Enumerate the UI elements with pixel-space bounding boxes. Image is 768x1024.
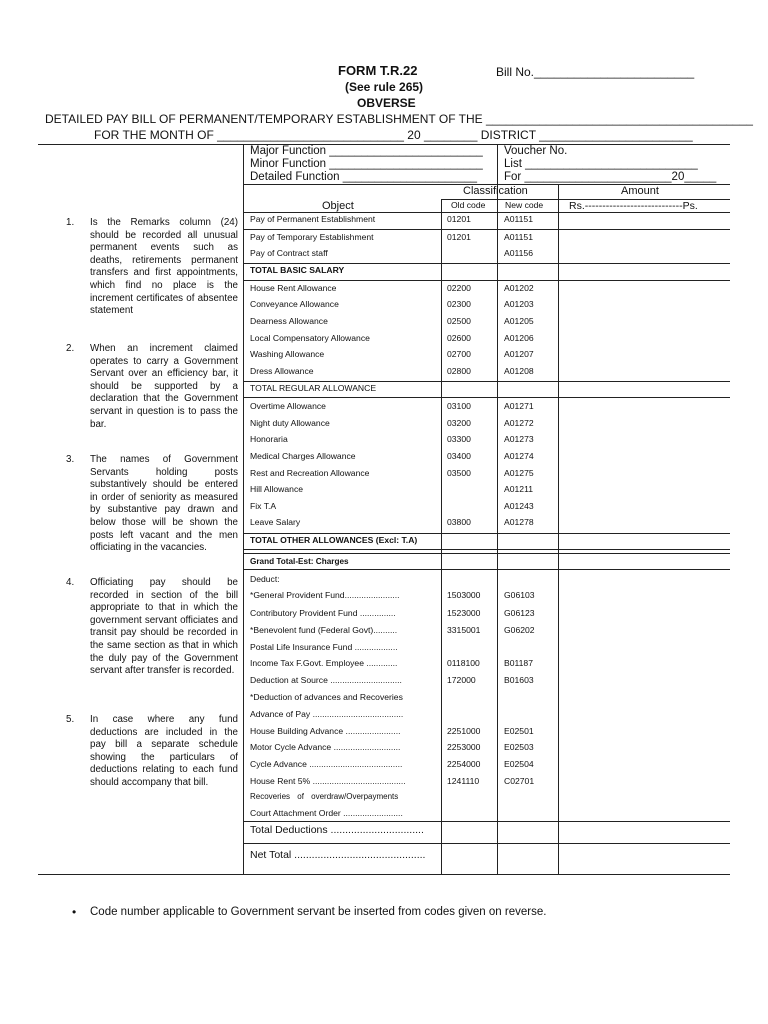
table-left-border [243, 144, 244, 874]
deduction-row: Cycle Advance ....................................... [250, 759, 403, 769]
new-code: A01211 [504, 484, 533, 494]
deduction-row: Income Tax F.Govt. Employee ............. [250, 658, 398, 668]
row-label: Pay of Temporary Establishment [250, 232, 374, 242]
new-code: A01151 [504, 214, 533, 224]
for-field[interactable]: For _______________________20_____ [504, 171, 717, 183]
new-code: A01208 [504, 366, 534, 376]
new-code: A01205 [504, 316, 534, 326]
footer-note: Code number applicable to Government servant be inserted from codes given on reverse. [90, 906, 547, 918]
old-code: 02300 [447, 299, 471, 309]
row-rule [243, 569, 730, 570]
old-code: 1503000 [447, 590, 481, 600]
deduction-row: *Deduction of advances and Recoveries [250, 692, 403, 702]
row-rule [243, 381, 730, 382]
row-label: Night duty Allowance [250, 418, 330, 428]
new-code: A01156 [504, 248, 533, 258]
old-code: 3315001 [447, 625, 481, 635]
row-label: Medical Charges Allowance [250, 451, 356, 461]
total-deductions: Total Deductions ................................ [250, 824, 424, 836]
row-rule [243, 229, 730, 230]
new-code: A01243 [504, 501, 534, 511]
row-label: Honoraria [250, 434, 288, 444]
detailed-function-field[interactable]: Detailed Function _____________________ [250, 171, 478, 183]
deduction-row: Court Attachment Order ......................... [250, 808, 403, 818]
old-code: 1523000 [447, 608, 481, 618]
new-code: A01206 [504, 333, 534, 343]
new-code: B01187 [504, 658, 533, 668]
new-code: E02501 [504, 726, 534, 736]
month-district-line[interactable]: FOR THE MONTH OF ____________________________ 20 ________ DISTRICT _______________________ [94, 128, 693, 142]
new-code: A01207 [504, 349, 534, 359]
establishment-line[interactable]: DETAILED PAY BILL OF PERMANENT/TEMPORARY ESTABLISHMENT OF THE ________________________________________ [45, 112, 753, 126]
row-label: Washing Allowance [250, 349, 325, 359]
new-code: A01202 [504, 283, 534, 293]
old-code: 03500 [447, 468, 471, 478]
object-rule [243, 212, 730, 213]
deduct-label: Deduct: [250, 574, 280, 584]
row-label: Hill Allowance [250, 484, 304, 494]
new-code-heading: New code [505, 200, 544, 210]
row-rule [243, 549, 730, 550]
row-label: Dearness Allowance [250, 316, 328, 326]
bottom-rule [38, 874, 730, 875]
deduction-row: Motor Cycle Advance ............................ [250, 742, 401, 752]
new-code: A01271 [504, 401, 534, 411]
object-heading: Object [322, 200, 354, 212]
minor-function-field[interactable]: Minor Function ________________________ [250, 158, 483, 170]
row-rule [243, 397, 730, 398]
deduction-row: House Rent 5% ....................................... [250, 776, 406, 786]
row-label: Conveyance Allowance [250, 299, 339, 309]
old-code: 01201 [447, 232, 471, 242]
note-3: 3. The names of Government Servants holding posts substantively should be entered in order of seniority as measured by substantive pay drawn and below those will be shown the posts left vacant and the men officiating in the vacancies. [66, 454, 238, 554]
new-code: G06202 [504, 625, 535, 635]
old-code: 02600 [447, 333, 471, 343]
old-code: 03400 [447, 451, 471, 461]
old-code-heading: Old code [451, 200, 486, 210]
row-rule [243, 263, 730, 264]
row-label: Dress Allowance [250, 366, 314, 376]
row-label: Pay of Permanent Establishment [250, 214, 376, 224]
old-code: 0118100 [447, 658, 480, 668]
new-code: A01151 [504, 232, 533, 242]
new-code: E02503 [504, 742, 534, 752]
old-code: 172000 [447, 675, 476, 685]
old-code: 03300 [447, 434, 471, 444]
row-label: Overtime Allowance [250, 401, 326, 411]
row-label: House Rent Allowance [250, 283, 337, 293]
new-code: E02504 [504, 759, 534, 769]
see-rule: (See rule 265) [345, 80, 424, 94]
major-function-field[interactable]: Major Function ________________________ [250, 145, 483, 157]
deduction-row: Advance of Pay ...................................... [250, 709, 404, 719]
total-basic-salary: TOTAL BASIC SALARY [250, 265, 345, 275]
deduction-row: *Benevolent fund (Federal Govt).......... [250, 625, 398, 635]
old-code: 03800 [447, 517, 471, 527]
net-total: Net Total ............................................. [250, 849, 426, 861]
row-rule [243, 553, 730, 554]
row-label: Local Compensatory Allowance [250, 333, 370, 343]
new-code: A01272 [504, 418, 534, 428]
new-code: A01273 [504, 434, 534, 444]
old-code-divider [441, 199, 442, 874]
old-code: 2253000 [447, 742, 481, 752]
new-code: C02701 [504, 776, 535, 786]
total-other-allowances: TOTAL OTHER ALLOWANCES (Excl: T.A) [250, 535, 418, 545]
old-code: 02500 [447, 316, 471, 326]
old-code: 02800 [447, 366, 471, 376]
new-code: A01278 [504, 517, 534, 527]
bill-number-field[interactable]: Bill No.________________________ [496, 65, 695, 79]
row-label: Rest and Recreation Allowance [250, 468, 370, 478]
old-code: 03200 [447, 418, 471, 428]
deduction-row: Contributory Provident Fund ............... [250, 608, 396, 618]
new-code: A01274 [504, 451, 534, 461]
row-rule [243, 280, 730, 281]
note-1: 1. Is the Remarks column (24) should be recorded all unusual permanent events such as deaths, retirements permanent transfers and first appointments, which find no place is the increment certificates of absentee statement [66, 217, 238, 317]
new-code-divider [558, 184, 559, 874]
note-4: 4. Officiating pay should be recorded in section of the bill appropriate to that in which the government servant officiates and transit pay should be recorded in the same section as that in which the duly pay of the Government servant after transfer is recorded. [66, 577, 238, 677]
deduction-row: House Building Advance ....................... [250, 726, 401, 736]
old-code: 2254000 [447, 759, 481, 769]
note-5: 5. In case where any fund deductions are included in the pay bill a separate schedule showing the particulars of deductions relating to each fund should accompany that bill. [66, 714, 238, 788]
form-title: FORM T.R.22 [338, 63, 418, 78]
new-code: G06123 [504, 608, 535, 618]
total-regular-allowance: TOTAL REGULAR ALLOWANCE [250, 383, 377, 393]
old-code: 02700 [447, 349, 471, 359]
row-label: Leave Salary [250, 517, 301, 527]
old-code: 2251000 [447, 726, 481, 736]
voucher-no-label: Voucher No. [504, 145, 568, 157]
row-rule [243, 821, 730, 822]
old-code: 1241110 [447, 776, 480, 786]
deduction-row: Recoveries of overdraw/Overpayments [250, 792, 399, 801]
new-code: G06103 [504, 590, 535, 600]
rs-ps-heading: Rs.----------------------------Ps. [569, 200, 698, 212]
classification-heading: Classification [463, 185, 528, 197]
row-rule [243, 533, 730, 534]
deduction-row: *General Provident Fund....................... [250, 590, 400, 600]
old-code: 03100 [447, 401, 471, 411]
new-code: A01203 [504, 299, 534, 309]
deduction-row: Deduction at Source .............................. [250, 675, 402, 685]
note-2: 2. When an increment claimed operates to carry a Government Servant over an efficiency bar, it should be supported by a declaration that the Government servant in question is to pass the bar. [66, 343, 238, 430]
row-rule [243, 843, 730, 844]
new-code: B01603 [504, 675, 534, 685]
function-divider [497, 144, 498, 874]
amount-heading: Amount [621, 185, 659, 197]
list-field[interactable]: List ___________________________ [504, 158, 698, 170]
grand-total-est-charges: Grand Total-Est: Charges [250, 557, 349, 566]
new-code: A01275 [504, 468, 534, 478]
deduction-row: Postal Life Insurance Fund .................. [250, 642, 398, 652]
bullet-icon: • [72, 905, 77, 919]
old-code: 02200 [447, 283, 471, 293]
row-label: Fix T.A [250, 501, 277, 511]
row-label: Pay of Contract staff [250, 248, 328, 258]
old-code: 01201 [447, 214, 471, 224]
form-side: OBVERSE [357, 96, 416, 110]
